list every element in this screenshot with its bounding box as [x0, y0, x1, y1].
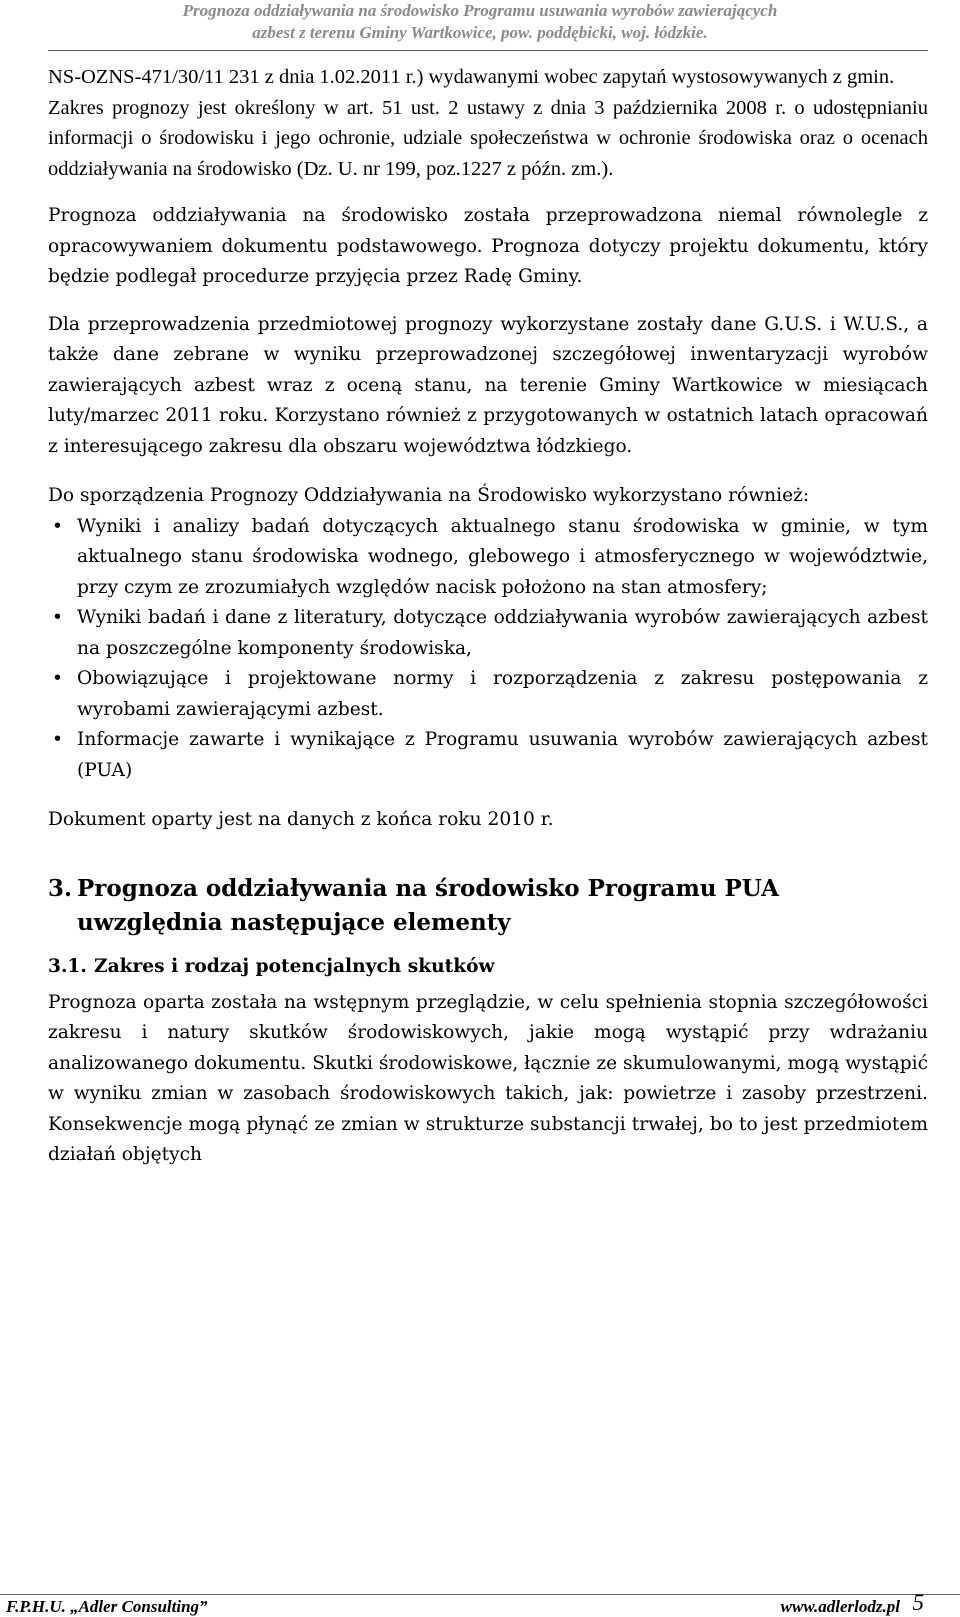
footer-company: F.P.H.U. „Adler Consulting”	[6, 1597, 208, 1616]
spacer	[48, 940, 928, 952]
list-item-text: Wyniki badań i dane z literatury, dotyczące oddziaływania wyrobów zawierających azbest na poszczególne komponenty środowiska,	[77, 607, 928, 659]
bullet-icon: •	[52, 729, 63, 750]
spacer	[48, 836, 928, 872]
sources-list	[48, 512, 928, 787]
data-basis-paragraph: Dokument oparty jest na danych z końca roku 2010 r.	[48, 809, 554, 830]
footer-divider	[0, 1594, 960, 1595]
bullet-icon: •	[52, 668, 63, 689]
section-number: 3.	[48, 874, 73, 902]
header-line-1: Prognoza oddziaływania na środowisko Programu usuwania wyrobów zawierających	[182, 1, 778, 20]
header-divider	[48, 50, 928, 51]
also-used-paragraph: Do sporządzenia Prognozy Oddziaływania na Środowisko wykorzystano również:	[48, 485, 810, 506]
forecast-paragraph: Prognoza oparta została na wstępnym przeglądzie, w celu spełnienia stopnia szczegółowości zakresu i natury skutków środowiskowych, jakie mogą wystąpić przy wdrażaniu analizowanego dokumentu. Skutki środowiskowe, łącznie ze skumulowanymi, mogą wystąpić w wyniku zmian w zasobach środowiskowych takich, jak: powietrze i zasoby przestrzeni. Konsekwencje mogą płynąć ze zmian w strukturze substancji trwałej, bo to jest przedmiotem działań objętych	[48, 991, 928, 1165]
list-item	[48, 512, 928, 604]
page-content	[48, 62, 928, 1171]
list-item	[48, 725, 928, 786]
subsection-heading	[48, 952, 928, 982]
parallel-paragraph: Prognoza oddziaływania na środowisko została przeprowadzona niemal równolegle z opracowywaniem dokumentu podstawowego. Prognoza dotyczy projektu dokumentu, który będzie podlegał procedurze przyjęcia przez Radę Gminy.	[48, 205, 928, 287]
subsection-title: Zakres i rodzaj potencjalnych skutków	[94, 955, 495, 977]
running-header	[0, 0, 960, 48]
list-item-text: Wyniki i analizy badań dotyczących aktualnego stanu środowiska w gminie, w tym aktualnego stanu środowiska wodnego, glebowego i atmosferycznego w województwie, przy czym ze zrozumiałych względów nacisk położono na stan atmosfery;	[77, 515, 928, 598]
spacer	[48, 293, 928, 310]
section-heading	[48, 872, 928, 940]
reference-paragraph: NS-OZNS-471/30/11 231 z dnia 1.02.2011 r.) wydawanymi wobec zapytań wystosowywanych z gmin.	[48, 66, 895, 88]
page-number: 5	[912, 1590, 924, 1615]
list-item-text: Informacje zawarte i wynikające z Programu usuwania wyrobów zawierających azbest (PUA)	[77, 729, 928, 781]
list-item	[48, 603, 928, 664]
scope-paragraph: Zakres prognozy jest określony w art. 51 ust. 2 ustawy z dnia 3 października 2008 r. o udostępnianiu informacji o środowisku i jego ochronie, udziale społeczeństwa w ochronie środowiska oraz o ocenach oddziaływania na środowisko (Dz. U. nr 199, poz.1227 z późn. zm.).	[48, 96, 928, 180]
spacer	[48, 184, 928, 201]
data-sources-paragraph: Dla przeprowadzenia przedmiotowej prognozy wykorzystane zostały dane G.U.S. i W.U.S., a także dane zebrane w wyniku przeprowadzonej szczegółowej inwentaryzacji wyrobów zawierających azbest wraz z oceną stanu, na terenie Gminy Wartkowice w miesiącach luty/marzec 2011 roku. Korzystano również z przygotowanych w ostatnich latach opracowań z interesującego zakresu dla obszaru województwa łódzkiego.	[48, 313, 928, 457]
list-item	[48, 664, 928, 725]
spacer	[48, 462, 928, 481]
subsection-number: 3.1.	[48, 955, 87, 977]
list-item-text: Obowiązujące i projektowane normy i rozporządzenia z zakresu postępowania z wyrobami zawierającymi azbest.	[77, 668, 928, 720]
section-title: Prognoza oddziaływania na środowisko Programu PUA uwzględnia następujące elementy	[77, 874, 780, 936]
footer-website-link[interactable]: www.adlerlodz.pl	[780, 1597, 900, 1616]
bullet-icon: •	[52, 607, 63, 628]
bullet-icon: •	[52, 515, 63, 537]
spacer	[48, 786, 928, 805]
header-line-2: azbest z terenu Gminy Wartkowice, pow. poddębicki, woj. łódzkie.	[252, 23, 708, 42]
page-footer	[0, 1590, 960, 1617]
